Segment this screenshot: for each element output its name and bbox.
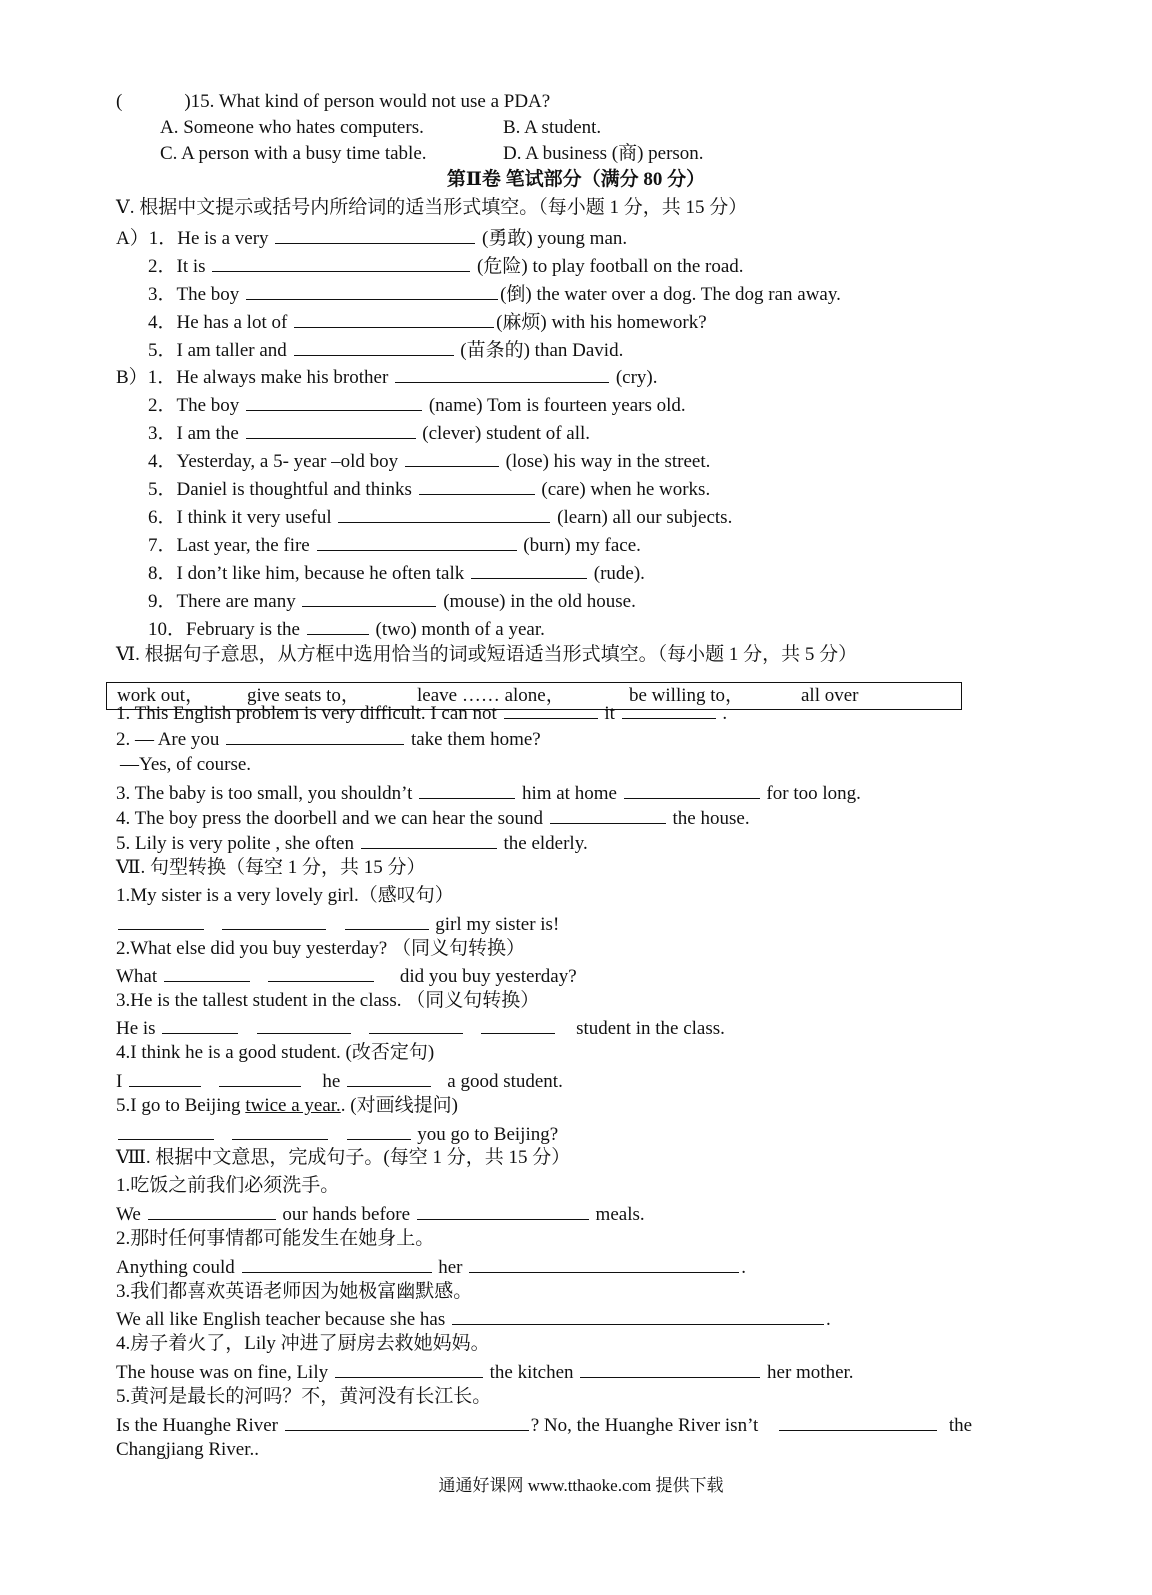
answer-blank[interactable] <box>419 476 535 495</box>
answer-blank[interactable] <box>302 588 436 607</box>
s7-q1: 1.My sister is a very lovely girl.（感叹句） <box>116 885 454 906</box>
item-text: . <box>722 703 728 724</box>
s5-a4 <box>148 309 707 335</box>
s8-q4-cn: 4.房子着火了，Lily 冲进了厨房去救她妈妈。 <box>116 1333 490 1354</box>
q15-option-d: D. A business (商) person. <box>503 143 704 164</box>
answer-blank[interactable] <box>118 911 204 930</box>
item-text: 5.I go to Beijing <box>116 1095 241 1116</box>
answer-blank[interactable] <box>405 448 499 467</box>
item-text: We all like English teacher because she has <box>116 1309 446 1330</box>
s5-b7 <box>148 532 641 558</box>
item-text: He has a lot of <box>176 312 288 333</box>
q15-paren-close: ) <box>184 91 191 112</box>
item-text: meals. <box>595 1204 645 1225</box>
answer-blank[interactable] <box>118 1121 214 1140</box>
s5-b5 <box>148 476 710 502</box>
item-number: 10． <box>148 619 187 640</box>
answer-blank[interactable] <box>246 281 498 300</box>
s7-q2: 2.What else did you buy yesterday? （同义句转换） <box>116 938 525 959</box>
item-number: 3． <box>148 284 177 305</box>
answer-blank[interactable] <box>481 1015 555 1034</box>
s8-q3-cn: 3.我们都喜欢英语老师因为她极富幽默感。 <box>116 1281 473 1302</box>
answer-blank[interactable] <box>285 1412 529 1431</box>
answer-blank[interactable] <box>452 1306 824 1325</box>
item-text: the elderly. <box>503 833 588 854</box>
s5-b4 <box>148 448 710 474</box>
s5-b9 <box>148 588 636 614</box>
item-number: 9． <box>148 591 177 612</box>
item-text: It is <box>176 256 206 277</box>
s7-q2-answer <box>116 963 577 989</box>
s5-b8 <box>148 560 645 586</box>
word-option: work out， <box>117 685 205 706</box>
answer-blank[interactable] <box>294 309 494 328</box>
answer-blank[interactable] <box>471 560 587 579</box>
item-text: I am taller and <box>176 340 287 361</box>
answer-blank[interactable] <box>335 1359 483 1378</box>
s7-q5 <box>116 1094 458 1118</box>
item-text: 1. This English problem is very difficult. I can not <box>116 703 497 724</box>
item-text: February is the <box>186 619 300 640</box>
answer-blank[interactable] <box>226 726 404 745</box>
page-footer: 通通好课网 www.tthaoke.com 提供下载 <box>438 1476 724 1495</box>
answer-blank[interactable] <box>232 1121 328 1140</box>
item-number: 3． <box>148 423 177 444</box>
s5-a3 <box>148 281 841 307</box>
item-text: him at home <box>521 783 617 804</box>
s5-b1 <box>116 364 657 390</box>
s5-a2 <box>148 253 744 279</box>
s6-q2 <box>116 726 541 752</box>
item-text: the <box>948 1415 973 1436</box>
answer-blank[interactable] <box>622 700 716 719</box>
section7-title: Ⅶ. 句型转换（每空 1 分，共 15 分） <box>116 857 426 878</box>
item-text: The boy <box>176 284 240 305</box>
s7-q3-answer <box>116 1015 725 1041</box>
s5-a-label: A） <box>116 228 149 249</box>
s8-q1 <box>116 1201 645 1227</box>
s5-a1 <box>116 225 627 251</box>
answer-blank[interactable] <box>347 1121 411 1140</box>
q15-stem-line <box>116 90 550 114</box>
answer-blank[interactable] <box>148 1201 276 1220</box>
item-text: the kitchen <box>489 1362 574 1383</box>
s6-q3 <box>116 780 861 806</box>
answer-blank[interactable] <box>129 1068 201 1087</box>
s5-b-label: B） <box>116 367 148 388</box>
item-text: Last year, the fire <box>176 535 310 556</box>
s8-q3 <box>116 1306 831 1332</box>
item-number: 4． <box>148 451 177 472</box>
item-text: (mouse) in the old house. <box>443 591 636 612</box>
item-text: (two) month of a year. <box>375 619 545 640</box>
answer-blank[interactable] <box>275 225 475 244</box>
answer-blank[interactable] <box>222 911 326 930</box>
answer-blank[interactable] <box>504 700 598 719</box>
answer-blank[interactable] <box>417 1201 589 1220</box>
item-text: (learn) all our subjects. <box>557 507 733 528</box>
item-text: He is <box>116 1018 156 1039</box>
s6-q2-answer: —Yes, of course. <box>120 754 252 775</box>
item-text: 5. Lily is very polite , she often <box>116 833 354 854</box>
s8-q4 <box>116 1359 854 1385</box>
answer-blank[interactable] <box>219 1068 301 1087</box>
item-text: for too long. <box>766 783 861 804</box>
item-text: you go to Beijing? <box>417 1124 559 1145</box>
underlined-phrase: twice a year. <box>245 1095 341 1116</box>
item-text: (cry). <box>615 367 658 388</box>
item-number: 1． <box>148 228 178 249</box>
item-text: . <box>741 1257 747 1278</box>
s5-b2 <box>148 392 686 418</box>
answer-blank[interactable] <box>580 1359 760 1378</box>
item-text: I am the <box>176 423 239 444</box>
section6-title: Ⅵ. 根据句子意思，从方框中选用恰当的词或短语适当形式填空。（每小题 1 分，共 5 分） <box>116 644 858 665</box>
item-text: (勇敢) young man. <box>482 228 628 249</box>
item-number: 5． <box>148 340 177 361</box>
item-text: (name) Tom is fourteen years old. <box>428 395 686 416</box>
q15-option-c: C. A person with a busy time table. <box>160 143 427 164</box>
item-text: (care) when he works. <box>541 479 711 500</box>
word-option: leave …… alone， <box>417 685 565 706</box>
item-text: (lose) his way in the street. <box>505 451 711 472</box>
section5-title: Ⅴ. 根据中文提示或括号内所给词的适当形式填空。（每小题 1 分，共 15 分） <box>116 197 748 218</box>
answer-blank[interactable] <box>395 364 609 383</box>
item-text: (苗条的) than David. <box>460 340 624 361</box>
item-text: The boy <box>176 395 240 416</box>
item-text: I don’t like him, because he often talk <box>176 563 465 584</box>
s8-q5-line2: Changjiang River.. <box>116 1439 260 1460</box>
item-number: 7． <box>148 535 177 556</box>
item-text: a good student. <box>447 1071 563 1092</box>
item-text: (clever) student of all. <box>422 423 591 444</box>
item-text: ? No, the Huanghe River isn’t <box>530 1415 759 1436</box>
answer-blank[interactable] <box>347 1068 431 1087</box>
answer-blank[interactable] <box>361 830 497 849</box>
item-text: Daniel is thoughtful and thinks <box>176 479 412 500</box>
item-text: He always make his brother <box>176 367 389 388</box>
item-text: 3. The baby is too small, you shouldn’t <box>116 783 413 804</box>
item-text: did you buy yesterday? <box>399 966 577 987</box>
section8-title: Ⅷ. 根据中文意思，完成句子。(每空 1 分，共 15 分） <box>116 1147 571 1168</box>
s8-q1-cn: 1.吃饭之前我们必须洗手。 <box>116 1175 340 1196</box>
item-text: I think it very useful <box>176 507 332 528</box>
item-text: 2. — Are you <box>116 729 220 750</box>
item-text: he <box>322 1071 341 1092</box>
item-number: 8． <box>148 563 177 584</box>
item-number: 6． <box>148 507 177 528</box>
item-number: 2． <box>148 395 177 416</box>
item-text: her mother. <box>767 1362 854 1383</box>
answer-blank[interactable] <box>246 420 416 439</box>
q15-paren-open: ( <box>116 91 123 112</box>
item-text: student in the class. <box>576 1018 725 1039</box>
s5-b6 <box>148 504 732 530</box>
item-text: (危险) to play football on the road. <box>477 256 744 277</box>
part2-title: 第Ⅱ卷 笔试部分（满分 80 分） <box>446 169 706 190</box>
item-text: girl my sister is! <box>435 914 560 935</box>
answer-blank[interactable] <box>246 392 422 411</box>
item-text: The house was on fine, Lily <box>116 1362 329 1383</box>
item-number: 5． <box>148 479 177 500</box>
s8-q5-cn: 5.黄河是最长的河吗？不，黄河没有长江长。 <box>116 1386 492 1407</box>
item-text: . <box>826 1309 831 1330</box>
item-text: (burn) my face. <box>523 535 641 556</box>
item-text: Is the Huanghe River <box>116 1415 278 1436</box>
item-text: Yesterday, a 5- year –old boy <box>176 451 399 472</box>
answer-blank[interactable] <box>268 963 374 982</box>
answer-blank[interactable] <box>338 504 550 523</box>
s5-b10 <box>148 616 545 642</box>
s6-q5 <box>116 830 588 856</box>
s5-a5 <box>148 337 623 363</box>
s7-q4: 4.I think he is a good student. (改否定句) <box>116 1042 435 1063</box>
q15-option-a: A. Someone who hates computers. <box>160 117 424 138</box>
answer-blank[interactable] <box>469 1254 739 1273</box>
item-text: (rude). <box>593 563 645 584</box>
item-text: (倒) the water over a dog. The dog ran away. <box>500 284 841 305</box>
answer-blank[interactable] <box>345 911 429 930</box>
answer-blank[interactable] <box>419 780 515 799</box>
word-option: all over <box>801 685 859 706</box>
answer-blank[interactable] <box>212 253 470 272</box>
item-text: take them home? <box>410 729 541 750</box>
s5-b3 <box>148 420 590 446</box>
word-option: be willing to， <box>629 685 745 706</box>
q15-stem: 15. What kind of person would not use a PDA? <box>190 91 551 112</box>
item-text: I <box>116 1071 123 1092</box>
item-text: the house. <box>672 808 750 829</box>
answer-blank[interactable] <box>242 1254 432 1273</box>
s7-q5-answer <box>116 1121 558 1147</box>
item-text: it <box>604 703 615 724</box>
s7-q3: 3.He is the tallest student in the class. （同义句转换） <box>116 990 540 1011</box>
item-text: 4. The boy press the doorbell and we can hear the sound <box>116 808 544 829</box>
answer-blank[interactable] <box>164 963 250 982</box>
item-text: We <box>116 1204 141 1225</box>
item-number: 2． <box>148 256 177 277</box>
answer-blank[interactable] <box>317 532 517 551</box>
s8-q2 <box>116 1254 746 1280</box>
answer-blank[interactable] <box>307 616 369 635</box>
answer-blank[interactable] <box>369 1015 463 1034</box>
answer-blank[interactable] <box>294 337 454 356</box>
item-number: 1． <box>147 367 177 388</box>
s8-q2-cn: 2.那时任何事情都可能发生在她身上。 <box>116 1228 435 1249</box>
s6-q4 <box>116 805 750 831</box>
item-text: . (对画线提问) <box>340 1095 458 1116</box>
item-text: our hands before <box>282 1204 411 1225</box>
answer-blank[interactable] <box>162 1015 238 1034</box>
s6-q1 <box>116 700 727 726</box>
item-number: 4． <box>148 312 177 333</box>
answer-blank[interactable] <box>624 780 760 799</box>
word-option: give seats to， <box>247 685 360 706</box>
answer-blank[interactable] <box>550 805 666 824</box>
item-text: (麻烦) with his homework? <box>496 312 707 333</box>
item-text: What <box>116 966 158 987</box>
s7-q4-answer <box>116 1068 563 1094</box>
item-text: He is a very <box>177 228 269 249</box>
answer-blank[interactable] <box>779 1412 937 1431</box>
item-text: her <box>438 1257 463 1278</box>
item-text: There are many <box>176 591 296 612</box>
s7-q1-answer <box>116 911 559 937</box>
q15-option-b: B. A student. <box>503 117 602 138</box>
item-text: Anything could <box>116 1257 235 1278</box>
s8-q5 <box>116 1412 972 1438</box>
answer-blank[interactable] <box>257 1015 351 1034</box>
